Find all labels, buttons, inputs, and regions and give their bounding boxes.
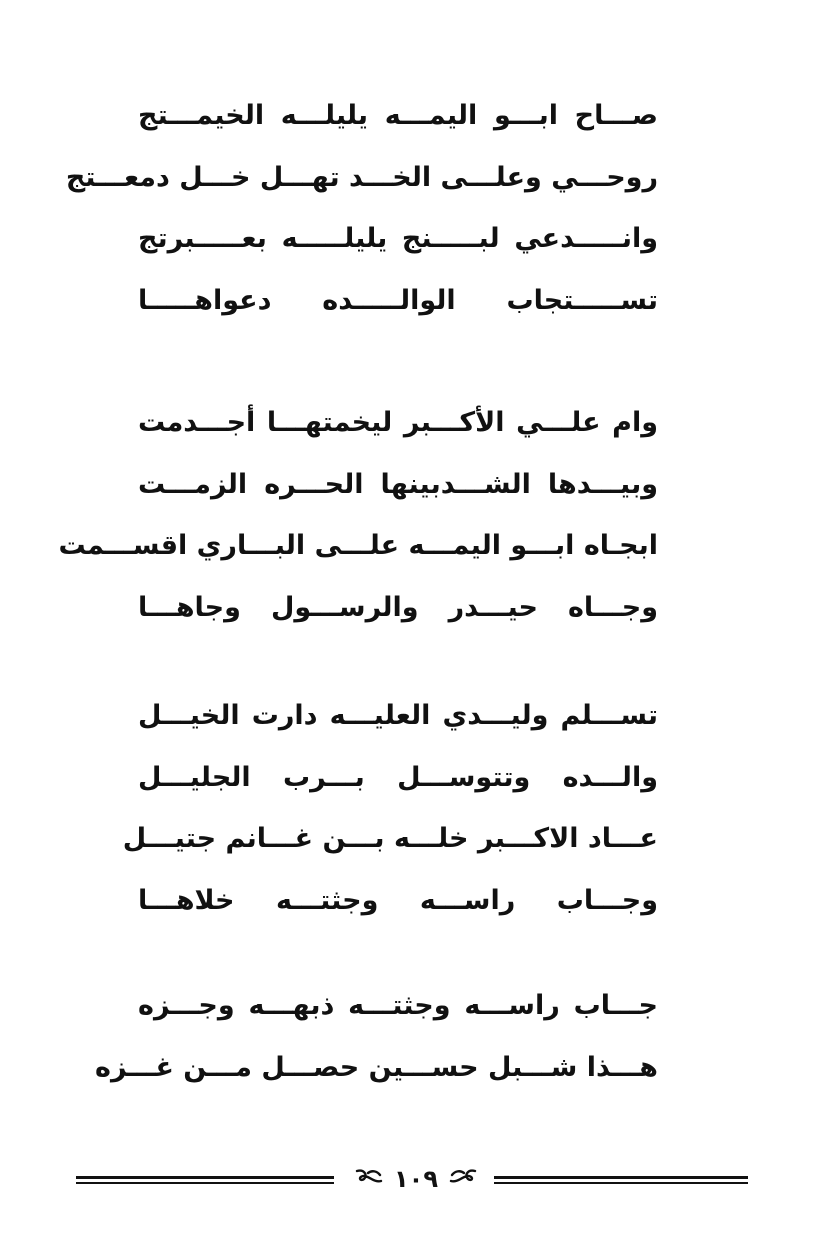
stanza-2 [58,403,658,649]
stanza-4 [95,986,658,1109]
page-number-block [346,1163,486,1195]
footer-rule-right [494,1176,748,1184]
verse-line: ابجـاه ابـــو اليمـــه علـــى البـــاري اقســـمت [58,530,658,561]
verse-line: وام علـــي الأكـــبر ليخمتهـــا أجـــدمت [138,407,658,438]
verse-line: صـــاح ابـــو اليمـــه يليلـــه الخيمـــتج [138,100,658,131]
verse-line: تســـــتجاب الوالـــــده دعواهـــــا [138,284,658,316]
page-number: ١٠٩ [394,1165,438,1193]
verse-line: روحـــي وعلـــى الخـــد تهـــل خـــل دمعـــتج [65,161,658,193]
ornament-right-icon [448,1167,478,1191]
verse-line: وجـــاه حيـــدر والرســـول وجاهـــا [138,591,658,623]
verse-line: وبيـــدها الشـــدبينها الحـــره الزمـــت [138,468,658,500]
stanza-1 [65,96,658,342]
verse-line: جـــاب راســـه وجثتـــه ذبهـــه وجـــزه [138,990,658,1021]
stanza-3 [122,696,658,942]
footer-rule-left [76,1176,334,1184]
verse-line: والـــده وتتوســـل بـــرب الجليـــل [138,761,658,793]
verse-line: تســـلم وليـــدي العليـــه دارت الخيـــل [138,700,658,731]
verse-line: وانـــــدعي لبـــــنج يليلـــــه بعـــــبرتج [138,223,658,254]
verse-line: وجـــاب راســـه وجثتـــه خلاهـــا [138,884,658,916]
ornament-left-icon [354,1167,384,1191]
verse-line: هـــذا شـــبل حســـين حصـــل مـــن غـــزه [95,1051,658,1083]
verse-line: عـــاد الاكـــبر خلـــه بـــن غـــانم جتيـــل [122,823,658,854]
page-footer [76,1167,748,1197]
